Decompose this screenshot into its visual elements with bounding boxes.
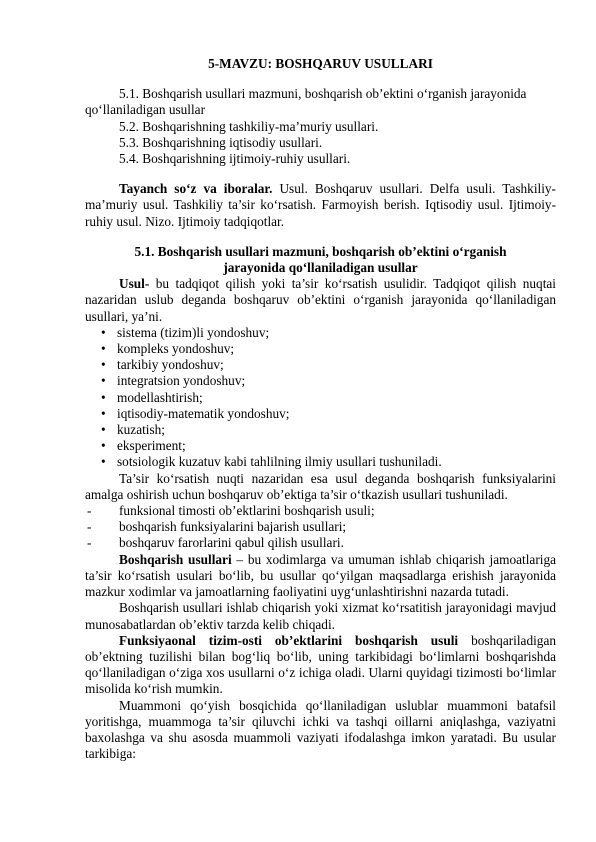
list-item <box>99 454 556 470</box>
paragraph-boshqarish-usullari <box>85 552 556 601</box>
bullet-icon: • <box>101 389 106 405</box>
toc-item-1: 5.1. Boshqarish usullari mazmuni, boshqarish ob’ektini o‘rganish jarayonida <box>119 86 527 102</box>
list-item <box>85 503 556 519</box>
bullet-icon: • <box>101 438 106 454</box>
list-item-text: sotsiologik kuzatuv kabi tahlilning ilmiy usullari tushuniladi. <box>117 454 442 470</box>
bullet-icon: • <box>101 324 106 340</box>
list-item <box>99 406 556 422</box>
list-item-text: tarkibiy yondoshuv; <box>117 357 224 373</box>
bullet-icon: • <box>101 357 106 373</box>
table-of-contents <box>85 86 556 167</box>
paragraph-funksional-text: boshqariladigan ob’ektning tuzilishi bilan bog‘liq bo‘lib, uning tarkibidagi bo‘limlarni boshqarishda qo‘llaniladigan o‘ziga xos usullarni o‘z ichiga oladi. Ularni quyidagi tizimosti bo‘limlar misolida ko‘rish mumkin. <box>85 632 556 697</box>
keywords-label: Tayanch so‘z va iboralar. <box>119 181 273 197</box>
paragraph-muammo: Muammoni qo‘yish bosqichida qo‘llaniladigan uslublar muammoni batafsil yoritishga, muammoga ta’sir qiluvchi ichki va tashqi oillarni aniqlashga, vaziyatni baxolashga va shu asosda muammoli vaziyati ifodalashga imkon yaratadi. Bu usular tarkibiga: <box>85 697 556 762</box>
list-item <box>85 535 556 551</box>
toc-item-3: 5.3. Boshqarishning iqtisodiy usullari. <box>119 134 323 150</box>
dash-icon: - <box>87 519 92 535</box>
dash-icon: - <box>87 535 92 551</box>
paragraph-usul <box>85 276 556 325</box>
bullet-icon: • <box>101 422 106 438</box>
list-item-text: funksional timosti ob’ektlarini boshqarish usuli; <box>119 503 375 519</box>
list-item-text: sistema (tizim)li yondoshuv; <box>117 324 270 340</box>
list-item <box>85 519 556 535</box>
paragraph-munosabatlar: Boshqarish usullari ishlab chiqarish yoki xizmat ko‘rsatitish jarayonidagi mavjud munosabatlardan ob’ektiv tarzda kelib chiqadi. <box>85 600 556 632</box>
keywords-text: Usul. Boshqaruv usullari. Delfa usuli. Tashkiliy-ma’muriy usul. Tashkiliy ta’sir ko‘rsatish. Farmoyish berish. Iqtisodiy usul. Ijtimoiy-ruhiy usul. Nizo. Ijtimoiy tadqiqotlar. <box>85 181 556 229</box>
bullet-icon: • <box>101 405 106 421</box>
toc-item-2: 5.2. Boshqarishning tashkiliy-ma’muriy usullari. <box>119 118 379 134</box>
paragraph-funksional-bold: Funksiyaonal tizim-osti ob’ektlarini boshqarish usuli <box>119 632 459 648</box>
paragraph-usul-bold: Usul- <box>119 276 150 292</box>
keywords-paragraph <box>85 181 556 230</box>
list-item <box>99 325 556 341</box>
list-item <box>99 341 556 357</box>
dash-icon: - <box>87 503 92 519</box>
paragraph-boshqarish-usullari-bold: Boshqarish usullari <box>119 551 232 567</box>
list-item-text: eksperiment; <box>117 438 186 454</box>
bullet-icon: • <box>101 373 106 389</box>
list-item-text: boshqaruv farorlarini qabul qilish usullari. <box>119 535 344 551</box>
list-item-text: boshqarish funksiyalarini bajarish usullari; <box>119 519 347 535</box>
methods-dash-list <box>85 503 556 552</box>
list-item <box>99 373 556 389</box>
paragraph-funksional <box>85 633 556 698</box>
toc-item-1-continued: qo‘llaniladigan usullar <box>85 102 206 118</box>
toc-item-4: 5.4. Boshqarishning ijtimoiy-ruhiy usullari. <box>119 151 351 167</box>
section-heading: 5.1. Boshqarish usullari mazmuni, boshqarish ob’ektini o‘rganish jarayonida qo‘llaniladigan usullar <box>134 243 507 276</box>
paragraph-usul-text: bu tadqiqot qilish yoki ta’sir ko‘rsatish usulidir. Tadqiqot qilish nuqtai nazaridan uslub deganda boshqaruv ob’ektini o‘rganish jarayonida qo‘llaniladigan usullari, ya’ni. <box>85 276 556 324</box>
list-item-text: modellashtirish; <box>117 389 203 405</box>
list-item <box>99 438 556 454</box>
paragraph-boshqarish-usullari-text: – bu xodimlarga va umuman ishlab chiqarish jamoatlariga ta’sir ko‘rsatish usulari bo‘lib, bu usullar qo‘yilgan maqsadlarga erishish jarayonida mazkur xodimlar va jamoatlarning faoliyatini uyg‘unlashtirishni nazarda tutadi. <box>85 551 556 600</box>
page-title: 5-MAVZU: BOSHQARUV USULLARI <box>208 56 433 71</box>
list-item-text: kuzatish; <box>117 422 166 438</box>
list-item-text: kompleks yondoshuv; <box>117 341 235 357</box>
list-item <box>99 422 556 438</box>
list-item <box>99 357 556 373</box>
paragraph-tasir: Ta’sir ko‘rsatish nuqti nazaridan esa usul deganda boshqarish funksiyalarini amalga oshirish uchun boshqaruv ob’ektiga ta’sir o‘tkazish usullari tushuniladi. <box>85 470 556 502</box>
bullet-icon: • <box>101 454 106 470</box>
list-item <box>99 390 556 406</box>
methods-bullet-list <box>85 325 556 471</box>
bullet-icon: • <box>101 341 106 357</box>
list-item-text: iqtisodiy-matematik yondoshuv; <box>117 405 290 421</box>
list-item-text: integratsion yondoshuv; <box>117 373 246 389</box>
